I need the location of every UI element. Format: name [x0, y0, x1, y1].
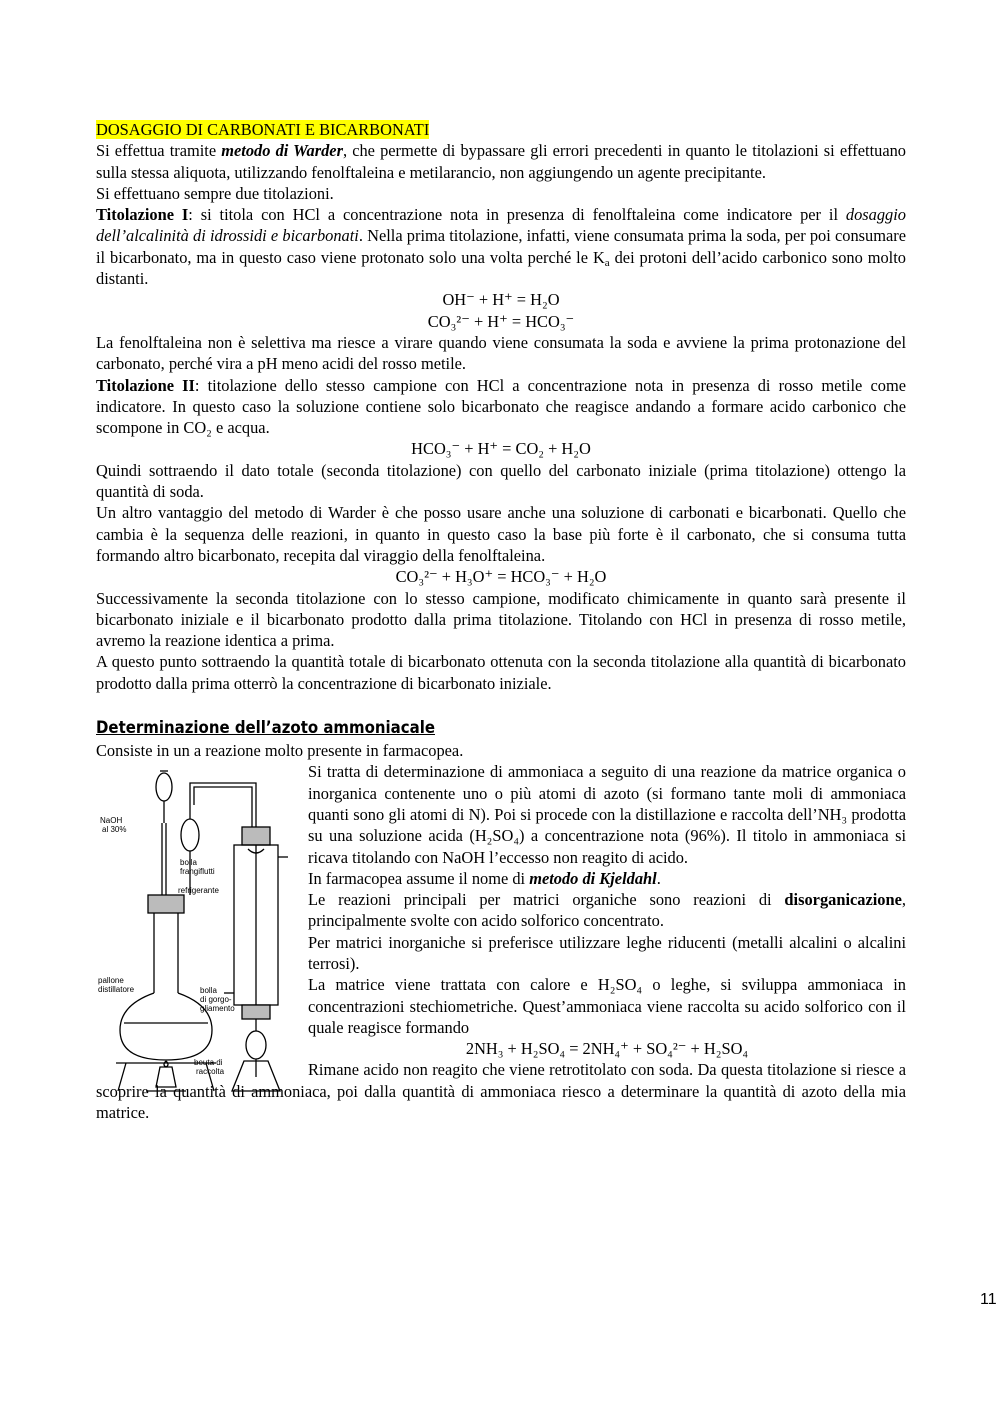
equation: 2NH₃ + H₂SO₄ = 2NH₄⁺ + SO₄²⁻ + H₂SO₄ — [465, 1039, 749, 1059]
svg-text:al 30%: al 30% — [102, 825, 127, 835]
figure-text-block — [96, 761, 906, 1077]
paragraph: La matrice viene trattata con calore e H₂SO₄ o leghe, si sviluppa ammoniaca in concentrazioni stechiometriche. Quest’ammoniaca viene raccolta su acido solforico con il quale reagisce formando — [308, 975, 906, 1037]
paragraph: Successivamente la seconda titolazione con lo stesso campione, modificato chimicamente in quanto sarà presente il bicarbonato iniziale e il bicarbonato prodotto dalla prima titolazione. Titolando con HCl in presenza di rosso metile, avremo la reazione identica a prima. — [96, 588, 906, 651]
svg-text:gliamento: gliamento — [200, 1004, 235, 1014]
section-title-carbonati: DOSAGGIO DI CARBONATI E BICARBONATI — [96, 120, 430, 139]
svg-text:NaOH: NaOH — [100, 816, 123, 826]
equation: CO₃²⁻ + H₃O⁺ = HCO₃⁻ + H₂O — [395, 567, 607, 587]
svg-text:frangiflutti: frangiflutti — [180, 867, 215, 877]
paragraph: Titolazione I: si titola con HCl a concentrazione nota in presenza di fenolftaleina come indicatore per il dosaggio dell’alcalinità di idrossidi e bicarbonati. Nella prima titolazione, infatti, viene consumata prima la soda, per poi consumare il bicarbonato, ma in questo caso viene protonato solo una volta perché le $K_a$ dei protoni dell’acido carbonico sono molto distanti. — [96, 205, 906, 289]
equation: OH⁻ + H⁺ = H₂O — [442, 290, 560, 310]
paragraph: Titolazione II: titolazione dello stesso campione con HCl a concentrazione nota in presenza di rosso metile come indicatore. In questo caso la soluzione contiene solo bicarbonato che reagisce andando a formare acido carbonico che scompone in CO₂ e acqua. — [96, 375, 906, 438]
paragraph: Si effettua tramite metodo di Warder, che permette di bypassare gli errori precedenti in quanto le titolazioni si effettuano sulla stessa aliquota, utilizzando fenolftaleina e metilarancio, non aggiungendo un agente precipitante. — [96, 141, 907, 182]
kjeldahl-apparatus-figure — [96, 765, 296, 1100]
paragraph: Per matrici inorganiche si preferisce utilizzare leghe riducenti (metalli alcalini o alcalini terrosi). — [308, 932, 906, 973]
paragraph: Le reazioni principali per matrici organiche sono reazioni di disorganicazione, principalmente svolte con acido solforico concentrato. — [308, 890, 906, 931]
section-title-azoto: Determinazione dell’azoto ammoniacale — [96, 718, 435, 739]
paragraph: Rimane acido non reagito che viene retrotitolato con soda. Da questa titolazione si riesce a scoprire la quantità di ammoniaca, poi dalla quantità di ammoniaca riesco a determinare la quantità di azoto della mia matrice. — [96, 1060, 906, 1123]
paragraph: A questo punto sottraendo la quantità totale di bicarbonato ottenuta con la seconda titolazione alla quantità di bicarbonato prodotto dalla prima otterrò la concentrazione di bicarbonato iniziale. — [96, 652, 906, 693]
svg-text:bolla: bolla — [180, 858, 197, 868]
document-page — [96, 119, 997, 1308]
svg-text:pallone: pallone — [98, 976, 124, 986]
svg-text:raccolta: raccolta — [196, 1067, 225, 1077]
paragraph: Quindi sottraendo il dato totale (seconda titolazione) con quello del carbonato iniziale (prima titolazione) ottengo la quantità di soda. — [96, 460, 906, 502]
svg-text:bolla: bolla — [200, 986, 217, 996]
figure-side-text — [308, 761, 906, 1059]
paragraph: Un altro vantaggio del metodo di Warder è che posso usare anche una soluzione di carbonati e bicarbonati. Quello che cambia è la sequenza delle reazioni, in quanto in questo caso la base più forte è il carbonato, che si consuma tutta formando altro bicarbonato, recepita dal viraggio della fenolftaleina. — [96, 503, 906, 565]
svg-text:beuta di: beuta di — [194, 1058, 223, 1068]
paragraph: Consiste in un a reazione molto presente in farmacopea. — [96, 741, 464, 761]
svg-text:refrigerante: refrigerante — [178, 886, 219, 896]
paragraph: Si effettuano sempre due titolazioni. — [96, 183, 334, 203]
paragraph: Si tratta di determinazione di ammoniaca a seguito di una reazione da matrice organica o inorganica contenente uno o più atomi di azoto (si formano tante moli di ammoniaca quanti sono gli atomi di N). Poi si procede con la distillazione e raccolta dell’NH₃ prodotta su una soluzione acida (H₂SO₄) a concentrazione nota (96%). Il titolo in ammoniaca si ricava titolando con NaOH l’eccesso non reagito di acido. — [308, 762, 906, 867]
paragraph: La fenolftaleina non è selettiva ma riesce a virare quando viene consumata la soda e avviene la prima protonazione del carbonato, perché vira a pH meno acidi del rosso metile. — [96, 332, 906, 374]
equation: HCO₃⁻ + H⁺ = CO₂ + H₂O — [411, 439, 591, 459]
paragraph: In farmacopea assume il nome di metodo di Kjeldahl. — [308, 868, 661, 888]
svg-text:distillatore: distillatore — [98, 985, 135, 995]
svg-text:di gorgo-: di gorgo- — [200, 995, 232, 1005]
equation: CO₃²⁻ + H⁺ = HCO₃⁻ — [427, 311, 575, 331]
page-number: 11 — [980, 1291, 997, 1308]
